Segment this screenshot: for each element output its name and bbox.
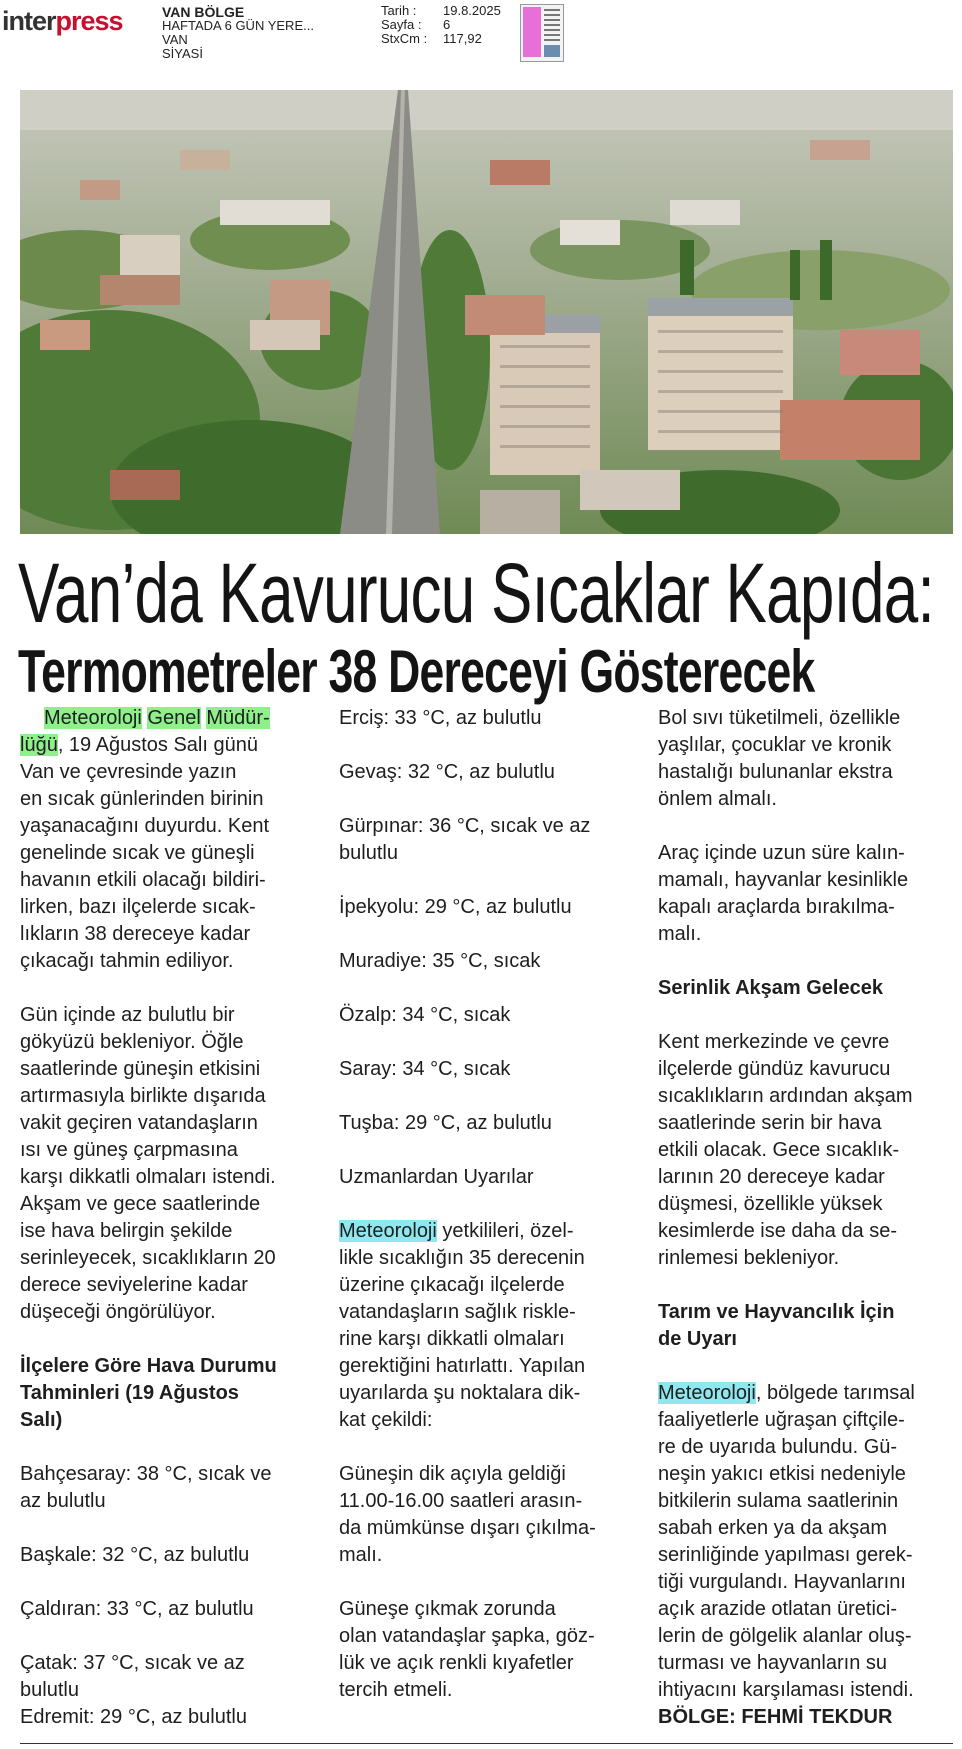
- forecast-baskale: Başkale: 32 °C, az bulutlu: [20, 1544, 250, 1566]
- highlight-mudur: Müdür-: [206, 707, 270, 729]
- paragraph-line: olan vatandaşlar şapka, göz-: [339, 1625, 595, 1647]
- highlight-lugu: lüğü: [20, 734, 58, 756]
- forecast-bahcesaray: Bahçesaray: 38 °C, sıcak ve: [20, 1463, 272, 1485]
- section-heading-warnings: Uzmanlardan Uyarılar: [339, 1166, 534, 1188]
- paragraph-line: tercih etmeli.: [339, 1679, 453, 1701]
- paragraph-line: Güneşe çıkmak zorunda: [339, 1598, 556, 1620]
- section-heading: İlçelere Göre Hava Durumu: [20, 1355, 277, 1377]
- forecast-catak: bulutlu: [20, 1679, 79, 1701]
- paragraph-line: 11.00-16.00 saatleri arasın-: [339, 1490, 583, 1512]
- paragraph-line: düşmesi, özellikle yüksek: [658, 1193, 883, 1215]
- forecast-tusba: Tuşba: 29 °C, az bulutlu: [339, 1112, 552, 1134]
- paragraph-line: da mümkünse dışarı çıkılma-: [339, 1517, 596, 1539]
- publication-frequency: HAFTADA 6 GÜN YERE...: [162, 18, 314, 33]
- clipping-source-info: [162, 5, 314, 61]
- date-value: 19.8.2025: [443, 3, 501, 18]
- paragraph-line: Araç içinde uzun süre kalın-: [658, 842, 905, 864]
- paragraph-line: likle sıcaklığın 35 derecenin: [339, 1247, 585, 1269]
- paragraph-line: bitkilerin sulama saatlerinin: [658, 1490, 899, 1512]
- page-label: Sayfa :: [381, 17, 422, 32]
- intro-second-line: lüğü, 19 Ağustos Salı günü: [20, 734, 258, 756]
- article-photo-aerial-city: [20, 90, 953, 534]
- clipping-details: [381, 4, 501, 46]
- forecast-caldiran: Çaldıran: 33 °C, az bulutlu: [20, 1598, 254, 1620]
- paragraph-line: uyarılarda şu noktalara dik-: [339, 1382, 581, 1404]
- paragraph-line: lıkların 38 dereceye kadar: [20, 923, 251, 945]
- intro-first-line: [20, 705, 315, 732]
- paragraph-line: Bol sıvı tüketilmeli, özellikle: [658, 707, 901, 729]
- paragraph-line: ihtiyacını karşılaması istendi.: [658, 1679, 914, 1701]
- paragraph-line: karşı dikkatli olmaları istendi.: [20, 1166, 276, 1188]
- publication-category: SİYASİ: [162, 46, 203, 61]
- warnings-first-line: Meteoroloji yetkilileri, özel-: [339, 1220, 574, 1242]
- paragraph-line: Van ve çevresinde yazın: [20, 761, 237, 783]
- paragraph-line: serinleyecek, sıcaklıkların 20: [20, 1247, 276, 1269]
- paragraph-line: gökyüzü bekleniyor. Öğle: [20, 1031, 244, 1053]
- forecast-gurpinar: Gürpınar: 36 °C, sıcak ve az: [339, 815, 591, 837]
- paragraph-line: açık arazide otlatan üretici-: [658, 1598, 898, 1620]
- paragraph-line: ise hava belirgin şekilde: [20, 1220, 233, 1242]
- paragraph-line: mamalı, hayvanlar kesinlikle: [658, 869, 909, 891]
- paragraph-line: serinliğinde yapılması gerek-: [658, 1544, 913, 1566]
- section-heading-evening: Serinlik Akşam Gelecek: [658, 977, 883, 999]
- paragraph-line: malı.: [339, 1544, 383, 1566]
- publication-city: VAN: [162, 32, 188, 47]
- article-column-1: [20, 705, 315, 1731]
- article-headline: Van’da Kavurucu Sıcaklar Kapıda:: [18, 546, 935, 640]
- paragraph-line: yaşanacağını duyurdu. Kent: [20, 815, 270, 837]
- paragraph-line: rinlemesi bekleniyor.: [658, 1247, 840, 1269]
- date-label: Tarih :: [381, 3, 417, 18]
- forecast-ipekyolu: İpekyolu: 29 °C, az bulutlu: [339, 896, 572, 918]
- forecast-muradiye: Muradiye: 35 °C, sıcak: [339, 950, 541, 972]
- article-signature: BÖLGE: FEHMİ TEKDUR: [658, 1706, 893, 1728]
- paragraph-line: çıkacağı tahmin ediliyor.: [20, 950, 234, 972]
- paragraph-line: üzerine çıkacağı ilçelerde: [339, 1274, 565, 1296]
- highlight-meteoroloji: Meteoroloji: [44, 707, 142, 729]
- section-heading-agriculture: Tarım ve Hayvancılık İçin: [658, 1301, 895, 1323]
- section-heading-agriculture: de Uyarı: [658, 1328, 737, 1350]
- paragraph-line: rine karşı dikkatli olmaları: [339, 1328, 565, 1350]
- paragraph-line: etkili olacak. Gece sıcaklık-: [658, 1139, 900, 1161]
- paragraph-line: Kent merkezinde ve çevre: [658, 1031, 890, 1053]
- article-column-2: [339, 705, 634, 1704]
- interpress-logo: interpress: [2, 6, 123, 36]
- forecast-catak: Çatak: 37 °C, sıcak ve az: [20, 1652, 245, 1674]
- paragraph-line: Gün içinde az bulutlu bir: [20, 1004, 235, 1026]
- highlight-genel: Genel: [147, 707, 201, 729]
- paragraph-line: lerin de gölgelik alanlar oluş-: [658, 1625, 912, 1647]
- publication-name: VAN BÖLGE: [162, 4, 245, 20]
- forecast-ercis: Erciş: 33 °C, az bulutlu: [339, 707, 542, 729]
- forecast-gurpinar: bulutlu: [339, 842, 398, 864]
- page-thumbnail[interactable]: [520, 4, 564, 62]
- stxcm-label: StxCm :: [381, 31, 428, 46]
- highlight-meteoroloji: Meteoroloji: [339, 1220, 437, 1242]
- paragraph-line: faaliyetlerle uğraşan çiftçile-: [658, 1409, 905, 1431]
- paragraph-line: genelinde sıcak ve güneşli: [20, 842, 255, 864]
- paragraph-line: lük ve açık renkli kıyafetler: [339, 1652, 574, 1674]
- paragraph-line: Güneşin dik açıyla geldiği: [339, 1463, 566, 1485]
- paragraph-line: neşin yakıcı etkisi nedeniyle: [658, 1463, 906, 1485]
- page-bottom-rule: [20, 1743, 953, 1744]
- paragraph-line: ilçelerde gündüz kavurucu: [658, 1058, 891, 1080]
- paragraph-line: kat çekildi:: [339, 1409, 433, 1431]
- paragraph-line: önlem almalı.: [658, 788, 777, 810]
- paragraph-line: havanın etkili olacağı bildiri-: [20, 869, 266, 891]
- paragraph-line: larının 20 dereceye kadar: [658, 1166, 885, 1188]
- highlight-meteoroloji: Meteoroloji: [658, 1382, 756, 1404]
- section-heading: Salı): [20, 1409, 63, 1431]
- paragraph-line: re de uyarıda bulundu. Gü-: [658, 1436, 898, 1458]
- paragraph-line: artırmasıyla birlikte dışarıda: [20, 1085, 266, 1107]
- paragraph-line: ısı ve güneş çarpmasına: [20, 1139, 238, 1161]
- article-column-3: [658, 705, 953, 1731]
- forecast-bahcesaray: az bulutlu: [20, 1490, 106, 1512]
- forecast-ozalp: Özalp: 34 °C, sıcak: [339, 1004, 511, 1026]
- paragraph-line: hastalığı bulunanlar ekstra: [658, 761, 893, 783]
- section-heading: Tahminleri (19 Ağustos: [20, 1382, 239, 1404]
- paragraph-line: vakit geçiren vatandaşların: [20, 1112, 258, 1134]
- paragraph-line: derece seviyelerine kadar: [20, 1274, 248, 1296]
- paragraph-line: sabah erken ya da akşam: [658, 1517, 888, 1539]
- forecast-gevas: Gevaş: 32 °C, az bulutlu: [339, 761, 555, 783]
- paragraph-line: saatlerinde güneşin etkisini: [20, 1058, 261, 1080]
- paragraph-line: en sıcak günlerinden birinin: [20, 788, 264, 810]
- agriculture-first-line: Meteoroloji, bölgede tarımsal: [658, 1382, 915, 1404]
- paragraph-line: sıcaklıkların ardından akşam: [658, 1085, 913, 1107]
- paragraph-line: kesimlerde ise daha da se-: [658, 1220, 898, 1242]
- paragraph-line: turması ve hayvanların su: [658, 1652, 887, 1674]
- forecast-saray: Saray: 34 °C, sıcak: [339, 1058, 511, 1080]
- paragraph-line: yaşlılar, çocuklar ve kronik: [658, 734, 892, 756]
- paragraph-line: saatlerinde serin bir hava: [658, 1112, 882, 1134]
- forecast-edremit: Edremit: 29 °C, az bulutlu: [20, 1706, 247, 1728]
- paragraph-line: vatandaşların sağlık riskle-: [339, 1301, 576, 1323]
- paragraph-line: malı.: [658, 923, 702, 945]
- stxcm-value: 117,92: [443, 31, 482, 46]
- paragraph-line: kapalı araçlarda bırakılma-: [658, 896, 895, 918]
- paragraph-line: Akşam ve gece saatlerinde: [20, 1193, 261, 1215]
- paragraph-line: düşeceği öngörülüyor.: [20, 1301, 216, 1323]
- paragraph-line: lirken, bazı ilçelerde sıcak-: [20, 896, 256, 918]
- paragraph-line: tiği vurgulandı. Hayvanlarını: [658, 1571, 906, 1593]
- paragraph-line: gerektiğini hatırlattı. Yapılan: [339, 1355, 586, 1377]
- article-subheadline: Termometreler 38 Dereceyi Gösterecek: [18, 638, 815, 705]
- page-value: 6: [443, 17, 451, 32]
